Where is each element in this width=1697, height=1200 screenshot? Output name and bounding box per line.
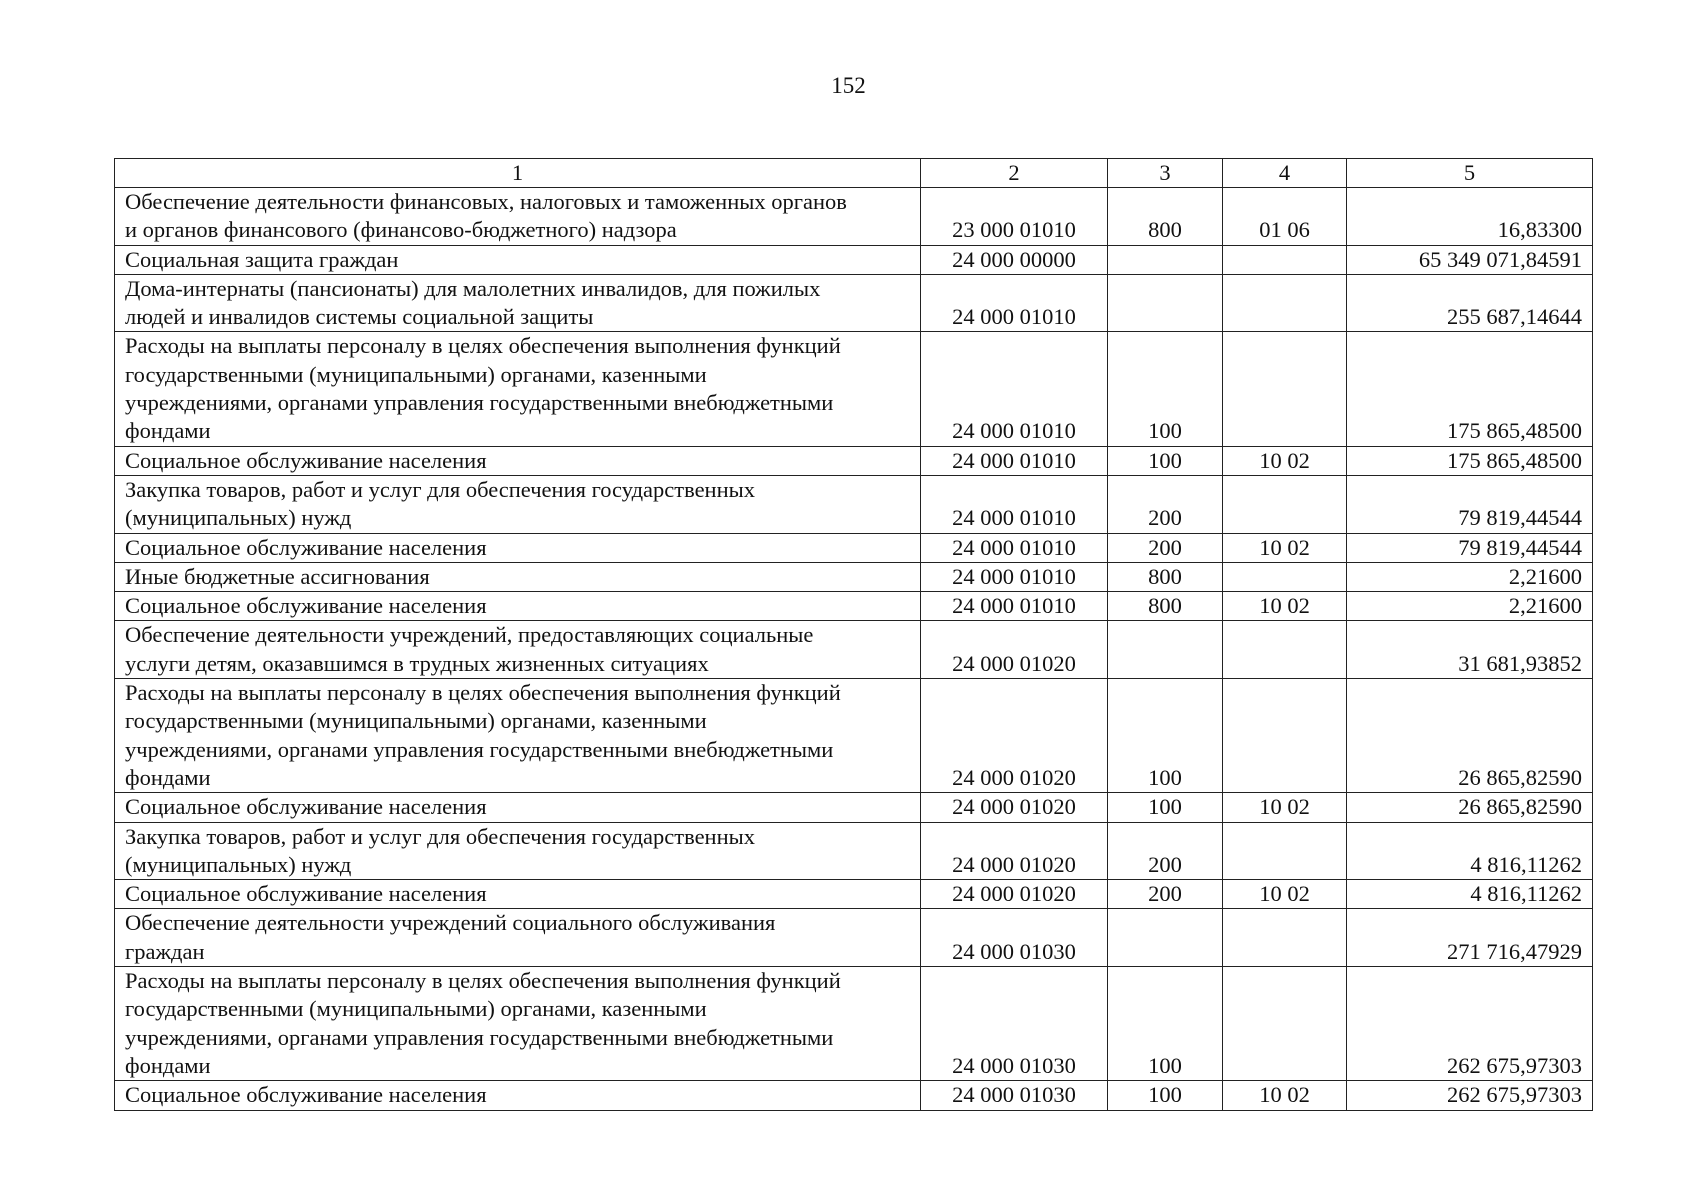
expense-name-line: учреждениями, органами управления государственными внебюджетными — [125, 1024, 834, 1050]
table-row — [115, 475, 1593, 533]
expense-type-cell: 200 — [1108, 533, 1223, 562]
expense-name-cell — [115, 188, 921, 246]
expense-name-cell — [115, 909, 921, 967]
section-cell — [1223, 621, 1347, 679]
budget-code-cell: 24 000 01020 — [921, 880, 1108, 909]
expense-name-line: Социальная защита граждан — [125, 246, 399, 272]
expense-name-cell — [115, 793, 921, 822]
amount-cell: 79 819,44544 — [1347, 475, 1593, 533]
expense-name-cell — [115, 880, 921, 909]
expense-name-cell — [115, 1081, 921, 1110]
expense-type-cell: 100 — [1108, 679, 1223, 793]
expense-name-line: фондами — [125, 1052, 211, 1078]
expense-name-line: Обеспечение деятельности учреждений, предоставляющих социальные — [125, 622, 814, 648]
amount-cell: 4 816,11262 — [1347, 880, 1593, 909]
expense-name-cell — [115, 475, 921, 533]
table-row — [115, 1081, 1593, 1110]
expense-name-line: Расходы на выплаты персоналу в целях обеспечения выполнения функций — [125, 680, 841, 706]
expense-name-line: Социальное обслуживание населения — [125, 447, 487, 473]
expense-name-line: Иные бюджетные ассигнования — [125, 563, 430, 589]
expense-name-cell — [115, 592, 921, 621]
budget-code-cell: 24 000 01020 — [921, 822, 1108, 880]
expense-name-cell — [115, 679, 921, 793]
table-body — [115, 188, 1593, 1111]
table-row — [115, 562, 1593, 591]
amount-cell: 2,21600 — [1347, 592, 1593, 621]
column-header: 4 — [1223, 159, 1347, 188]
expense-type-cell — [1108, 909, 1223, 967]
expense-type-cell — [1108, 274, 1223, 332]
amount-cell: 4 816,11262 — [1347, 822, 1593, 880]
expense-type-cell: 100 — [1108, 967, 1223, 1081]
expense-name-cell — [115, 967, 921, 1081]
expense-name-cell — [115, 446, 921, 475]
column-header: 2 — [921, 159, 1108, 188]
budget-code-cell: 24 000 01010 — [921, 592, 1108, 621]
amount-cell: 271 716,47929 — [1347, 909, 1593, 967]
expense-type-cell: 100 — [1108, 446, 1223, 475]
expense-name-cell — [115, 332, 921, 446]
table-row — [115, 679, 1593, 793]
amount-cell: 26 865,82590 — [1347, 679, 1593, 793]
amount-cell: 175 865,48500 — [1347, 332, 1593, 446]
expense-type-cell: 200 — [1108, 475, 1223, 533]
section-cell — [1223, 475, 1347, 533]
table-header-row — [115, 159, 1593, 188]
section-cell — [1223, 332, 1347, 446]
expense-type-cell — [1108, 245, 1223, 274]
budget-code-cell: 23 000 01010 — [921, 188, 1108, 246]
expense-name-line: учреждениями, органами управления государственными внебюджетными — [125, 736, 834, 762]
expense-type-cell: 800 — [1108, 592, 1223, 621]
expense-type-cell: 200 — [1108, 880, 1223, 909]
amount-cell: 79 819,44544 — [1347, 533, 1593, 562]
expense-name-cell — [115, 562, 921, 591]
table-row — [115, 592, 1593, 621]
section-cell — [1223, 967, 1347, 1081]
expense-name-line: Обеспечение деятельности финансовых, налоговых и таможенных органов — [125, 189, 847, 214]
section-cell: 10 02 — [1223, 592, 1347, 621]
expense-name-line: Расходы на выплаты персоналу в целях обеспечения выполнения функций — [125, 333, 841, 359]
expense-type-cell: 100 — [1108, 793, 1223, 822]
expense-name-line: Дома-интернаты (пансионаты) для малолетних инвалидов, для пожилых — [125, 275, 821, 301]
column-header: 1 — [115, 159, 921, 188]
amount-cell: 262 675,97303 — [1347, 1081, 1593, 1110]
amount-cell: 65 349 071,84591 — [1347, 245, 1593, 274]
page-number: 152 — [831, 73, 866, 98]
section-cell: 10 02 — [1223, 446, 1347, 475]
expense-name-line: граждан — [125, 938, 205, 964]
expense-type-cell: 100 — [1108, 332, 1223, 446]
table-row — [115, 245, 1593, 274]
budget-code-cell: 24 000 01010 — [921, 274, 1108, 332]
table-row — [115, 621, 1593, 679]
section-cell: 10 02 — [1223, 880, 1347, 909]
expense-type-cell: 100 — [1108, 1081, 1223, 1110]
table-row — [115, 822, 1593, 880]
table-row — [115, 446, 1593, 475]
budget-table — [114, 158, 1593, 1111]
section-cell — [1223, 562, 1347, 591]
expense-name-line: Социальное обслуживание населения — [125, 794, 487, 820]
expense-name-cell — [115, 274, 921, 332]
section-cell — [1223, 274, 1347, 332]
expense-name-line: фондами — [125, 418, 211, 444]
expense-name-line: государственными (муниципальными) органами, казенными — [125, 708, 707, 734]
table-row — [115, 332, 1593, 446]
expense-name-line: государственными (муниципальными) органами, казенными — [125, 361, 707, 387]
budget-code-cell: 24 000 01030 — [921, 967, 1108, 1081]
expense-name-cell — [115, 822, 921, 880]
table-row — [115, 188, 1593, 246]
expense-name-cell — [115, 245, 921, 274]
budget-code-cell: 24 000 01020 — [921, 621, 1108, 679]
expense-name-line: Расходы на выплаты персоналу в целях обеспечения выполнения функций — [125, 968, 841, 994]
expense-name-line: государственными (муниципальными) органами, казенными — [125, 996, 707, 1022]
expense-name-line: Закупка товаров, работ и услуг для обеспечения государственных — [125, 823, 756, 849]
expense-name-line: Социальное обслуживание населения — [125, 881, 487, 907]
expense-type-cell: 800 — [1108, 562, 1223, 591]
budget-code-cell: 24 000 01010 — [921, 562, 1108, 591]
section-cell — [1223, 909, 1347, 967]
expense-name-cell — [115, 533, 921, 562]
expense-name-line: и органов финансового (финансово-бюджетного) надзора — [125, 217, 677, 243]
amount-cell: 2,21600 — [1347, 562, 1593, 591]
table-row — [115, 793, 1593, 822]
budget-code-cell: 24 000 01010 — [921, 533, 1108, 562]
section-cell — [1223, 679, 1347, 793]
expense-name-line: услуги детям, оказавшимся в трудных жизненных ситуациях — [125, 650, 709, 676]
table-row — [115, 880, 1593, 909]
expense-name-line: людей и инвалидов системы социальной защиты — [125, 304, 594, 330]
table-row — [115, 533, 1593, 562]
section-cell: 10 02 — [1223, 1081, 1347, 1110]
amount-cell: 255 687,14644 — [1347, 274, 1593, 332]
amount-cell: 16,83300 — [1347, 188, 1593, 246]
expense-name-line: Социальное обслуживание населения — [125, 593, 487, 619]
column-header: 5 — [1347, 159, 1593, 188]
expense-name-cell — [115, 621, 921, 679]
expense-name-line: фондами — [125, 764, 211, 790]
table-row — [115, 909, 1593, 967]
expense-name-line: Социальное обслуживание населения — [125, 1082, 487, 1108]
expense-type-cell: 800 — [1108, 188, 1223, 246]
budget-code-cell: 24 000 00000 — [921, 245, 1108, 274]
expense-name-line: Обеспечение деятельности учреждений социального обслуживания — [125, 910, 776, 936]
budget-code-cell: 24 000 01020 — [921, 679, 1108, 793]
table-row — [115, 274, 1593, 332]
amount-cell: 262 675,97303 — [1347, 967, 1593, 1081]
expense-name-line: (муниципальных) нужд — [125, 505, 352, 531]
section-cell: 01 06 — [1223, 188, 1347, 246]
expense-name-line: Закупка товаров, работ и услуг для обеспечения государственных — [125, 476, 756, 502]
expense-name-line: (муниципальных) нужд — [125, 851, 352, 877]
amount-cell: 175 865,48500 — [1347, 446, 1593, 475]
expense-name-line: Социальное обслуживание населения — [125, 534, 487, 560]
budget-code-cell: 24 000 01010 — [921, 475, 1108, 533]
budget-code-cell: 24 000 01020 — [921, 793, 1108, 822]
budget-code-cell: 24 000 01030 — [921, 1081, 1108, 1110]
expense-name-line: учреждениями, органами управления государственными внебюджетными — [125, 390, 834, 416]
section-cell — [1223, 245, 1347, 274]
amount-cell: 31 681,93852 — [1347, 621, 1593, 679]
section-cell: 10 02 — [1223, 793, 1347, 822]
column-header: 3 — [1108, 159, 1223, 188]
expense-type-cell: 200 — [1108, 822, 1223, 880]
section-cell: 10 02 — [1223, 533, 1347, 562]
budget-code-cell: 24 000 01010 — [921, 332, 1108, 446]
table-row — [115, 967, 1593, 1081]
amount-cell: 26 865,82590 — [1347, 793, 1593, 822]
section-cell — [1223, 822, 1347, 880]
expense-type-cell — [1108, 621, 1223, 679]
budget-code-cell: 24 000 01010 — [921, 446, 1108, 475]
budget-code-cell: 24 000 01030 — [921, 909, 1108, 967]
